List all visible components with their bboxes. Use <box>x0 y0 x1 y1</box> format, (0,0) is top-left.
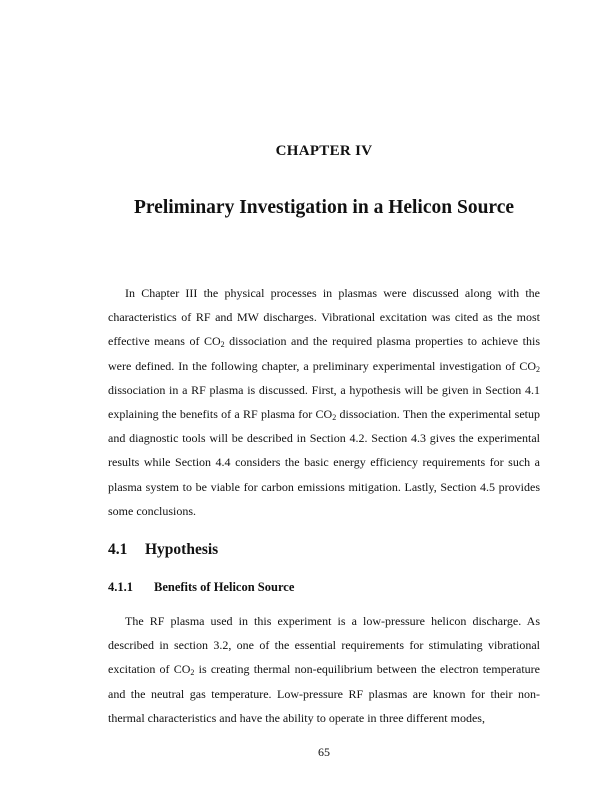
subsection-number: 4.1.1 <box>108 580 133 594</box>
intro-text-1: In Chapter III the physical processes in plasmas were discussed along with the characteristics of RF and MW discharges. Vibrational excitation was cited as the most effective means of CO <box>108 286 540 349</box>
chapter-label: CHAPTER IV <box>275 143 373 159</box>
chapter-title: Preliminary Investigation in a Helicon Source <box>133 197 515 218</box>
intro-text-2: dissociation and the required plasma properties to achieve this were defined. In the following chapter, a preliminary experimental investigation of CO <box>108 334 540 373</box>
body-text-1: The RF plasma used in this experiment is a low-pressure helicon discharge. As described in section 3.2, one of the essential requirements for stimulating vibrational excitation of CO <box>108 614 540 677</box>
section-number: 4.1 <box>108 541 128 558</box>
intro-text-4: dissociation. Then the experimental setup and diagnostic tools will be described in Section 4.2. Section 4.3 gives the experimental results while Section 4.4 considers the basic energy efficiency requirements for such a plasma system to be viable for carbon emissions mitigation. Lastly, Section 4.5 provides some conclusions. <box>108 407 540 518</box>
section-title: Hypothesis <box>145 541 219 558</box>
page-number: 65 <box>318 745 330 759</box>
subsection-title: Benefits of Helicon Source <box>154 580 295 594</box>
subsection-heading <box>108 580 294 595</box>
subscript: 2 <box>190 668 195 678</box>
intro-text-3: dissociation in a RF plasma is discussed. First, a hypothesis will be given in Section 4.1 explaining the benefits of a RF plasma for CO <box>108 382 540 422</box>
section-heading <box>108 541 218 559</box>
intro-paragraph <box>108 281 540 523</box>
body-text-2: is creating thermal non-equilibrium between the electron temperature and the neutral gas temperature. Low-pressure RF plasmas are known for their non-thermal characteristics and have the ability to operate in three different modes, <box>108 662 540 725</box>
subscript: 2 <box>536 364 540 374</box>
subscript: 2 <box>220 340 225 350</box>
subscript: 2 <box>332 413 337 423</box>
body-paragraph <box>108 609 540 730</box>
